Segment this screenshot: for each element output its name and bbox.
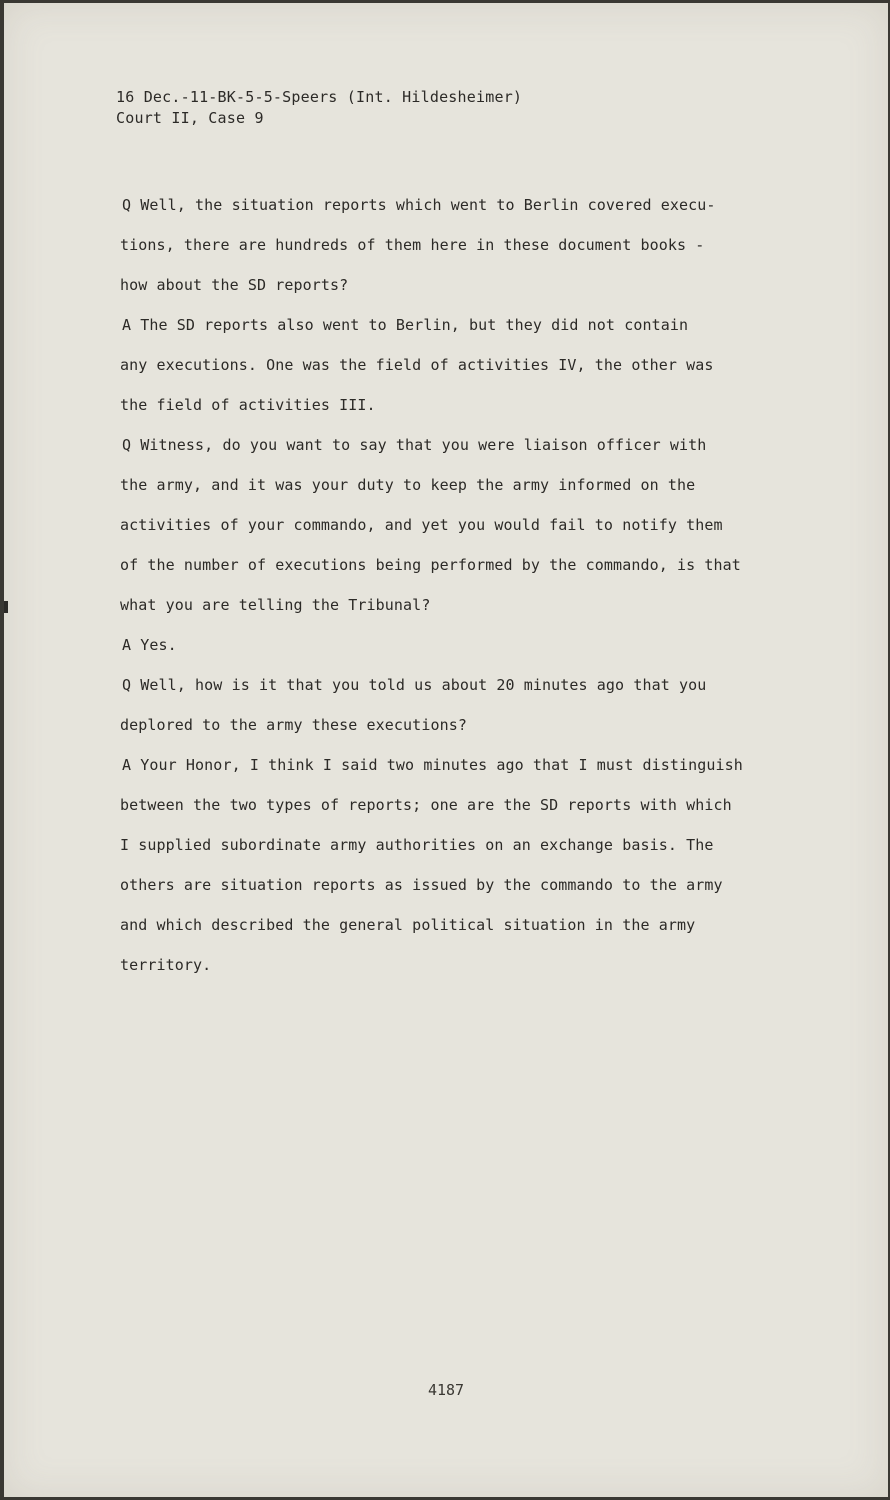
transcript-line: Q Well, how is it that you told us about 20 minutes ago that you	[122, 676, 707, 694]
transcript-line: of the number of executions being performed by the commando, is that	[120, 556, 741, 574]
page-number: 4187	[427, 1381, 465, 1399]
transcript-line: others are situation reports as issued by the commando to the army	[120, 876, 723, 894]
transcript-line: how about the SD reports?	[120, 276, 349, 294]
transcript-body	[120, 195, 820, 995]
transcript-line: Q Witness, do you want to say that you were liaison officer with	[122, 436, 707, 454]
document-page	[4, 3, 888, 1497]
transcript-line: tions, there are hundreds of them here in these document books -	[120, 236, 705, 254]
transcript-line: Q Well, the situation reports which went to Berlin covered execu-	[122, 196, 716, 214]
header-line-1: 16 Dec.-11-BK-5-5-Speers (Int. Hildesheimer)	[116, 88, 523, 106]
header-line-2: Court II, Case 9	[116, 109, 264, 127]
transcript-line: I supplied subordinate army authorities on an exchange basis. The	[120, 836, 714, 854]
transcript-line: A Your Honor, I think I said two minutes ago that I must distinguish	[122, 756, 743, 774]
transcript-line: deplored to the army these executions?	[120, 716, 467, 734]
document-header	[116, 87, 522, 129]
margin-mark	[4, 601, 8, 613]
transcript-line: A Yes.	[122, 636, 177, 654]
transcript-line: the army, and it was your duty to keep the army informed on the	[120, 476, 696, 494]
transcript-line: any executions. One was the field of activities IV, the other was	[120, 356, 714, 374]
transcript-line: territory.	[120, 956, 212, 974]
transcript-line: activities of your commando, and yet you would fail to notify them	[120, 516, 723, 534]
transcript-line: between the two types of reports; one are the SD reports with which	[120, 796, 732, 814]
transcript-line: the field of activities III.	[120, 396, 376, 414]
transcript-line: what you are telling the Tribunal?	[120, 596, 431, 614]
transcript-line: and which described the general political situation in the army	[120, 916, 696, 934]
transcript-line: A The SD reports also went to Berlin, but they did not contain	[122, 316, 689, 334]
